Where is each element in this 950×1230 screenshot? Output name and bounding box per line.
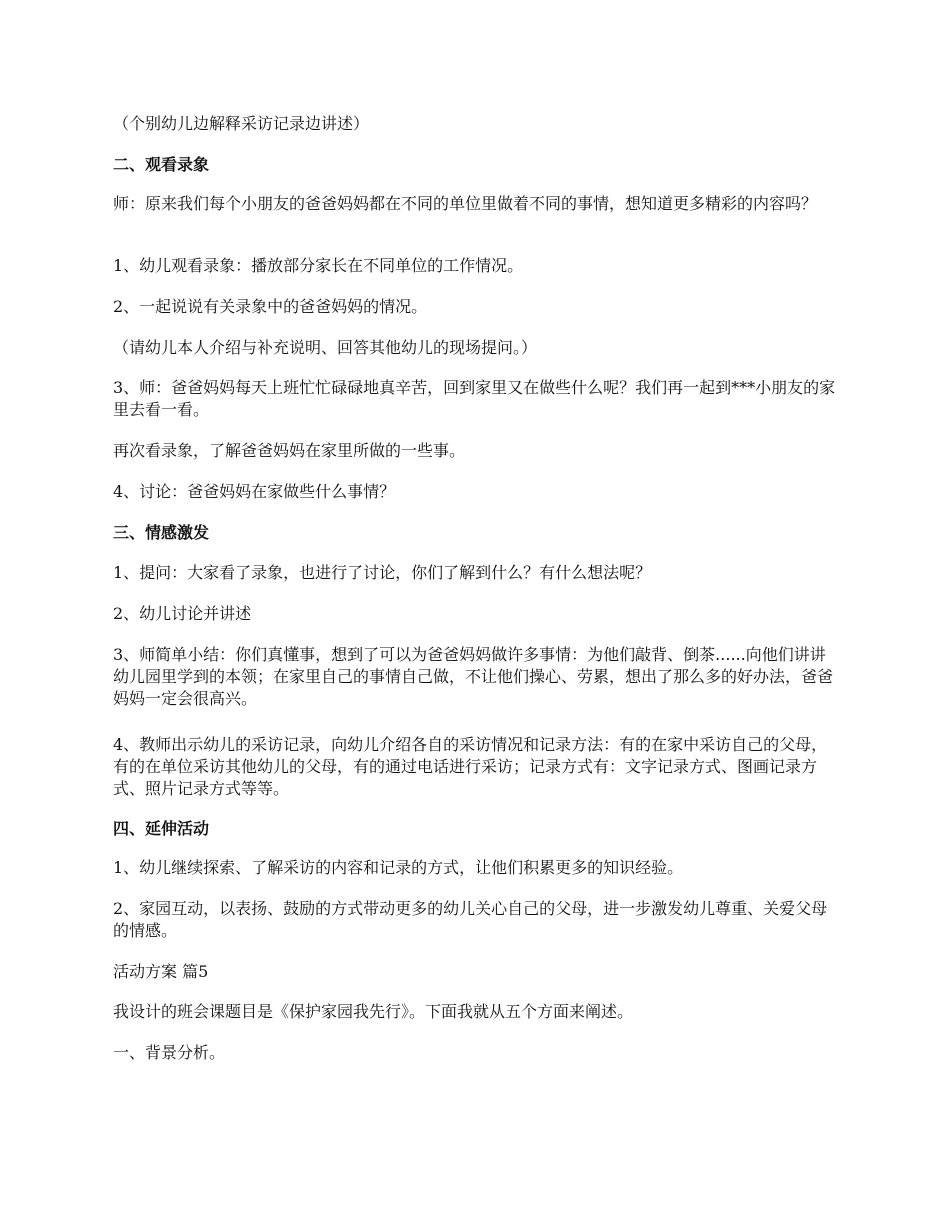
paragraph: 1、幼儿继续探索、了解采访的内容和记录的方式，让他们积累更多的知识经验。 (113, 858, 684, 877)
paragraph: 3、师简单小结：你们真懂事，想到了可以为爸爸妈妈做许多事情：为他们敲背、倒茶......向他们讲讲幼儿园里学到的本领；在家里自己的事情自己做，不让他们操心、劳累，想出了那么多的好办法，爸爸妈妈一定会很高兴。 (113, 645, 834, 708)
paragraph: 3、师：爸爸妈妈每天上班忙忙碌碌地真辛苦，回到家里又在做些什么呢？我们再一起到***小朋友的家里去看一看。 (113, 378, 836, 419)
paragraph: 4、教师出示幼儿的采访记录，向幼儿介绍各自的采访情况和记录方法：有的在家中采访自己的父母，有的在单位采访其他幼儿的父母，有的通过电话进行采访；记录方式有：文字记录方式、图画记录方式、照片记录方式等等。 (113, 735, 828, 798)
paragraph: 1、幼儿观看录象：播放部分家长在不同单位的工作情况。 (113, 256, 524, 275)
paragraph: 再次看录象，了解爸爸妈妈在家里所做的一些事。 (113, 441, 466, 460)
section-heading: 四、延伸活动 (113, 819, 210, 838)
paragraph: 我设计的班会课题目是《保护家园我先行》。下面我就从五个方面来阐述。 (113, 1002, 634, 1021)
paragraph: 4、讨论：爸爸妈妈在家做些什么事情？ (113, 482, 396, 501)
paragraph: 2、幼儿讨论并讲述 (113, 604, 252, 623)
paragraph: （个别幼儿边解释采访记录边讲述） (113, 114, 370, 133)
paragraph: 一、背景分析。 (113, 1043, 226, 1062)
paragraph: 活动方案 篇5 (113, 962, 209, 981)
section-heading: 二、观看录象 (113, 155, 210, 174)
paragraph: 2、家园互动，以表扬、鼓励的方式带动更多的幼儿关心自己的父母，进一步激发幼儿尊重、关爱父母的情感。 (113, 899, 828, 940)
section-heading: 三、情感激发 (113, 523, 210, 542)
paragraph: 1、提问：大家看了录象，也进行了讨论，你们了解到什么？有什么想法呢？ (113, 563, 652, 582)
paragraph: 师：原来我们每个小朋友的爸爸妈妈都在不同的单位里做着不同的事情，想知道更多精彩的内容吗？ (113, 194, 818, 213)
paragraph: 2、一起说说有关录象中的爸爸妈妈的情况。 (113, 297, 428, 316)
paragraph: （请幼儿本人介绍与补充说明、回答其他幼儿的现场提问。） (113, 338, 538, 357)
